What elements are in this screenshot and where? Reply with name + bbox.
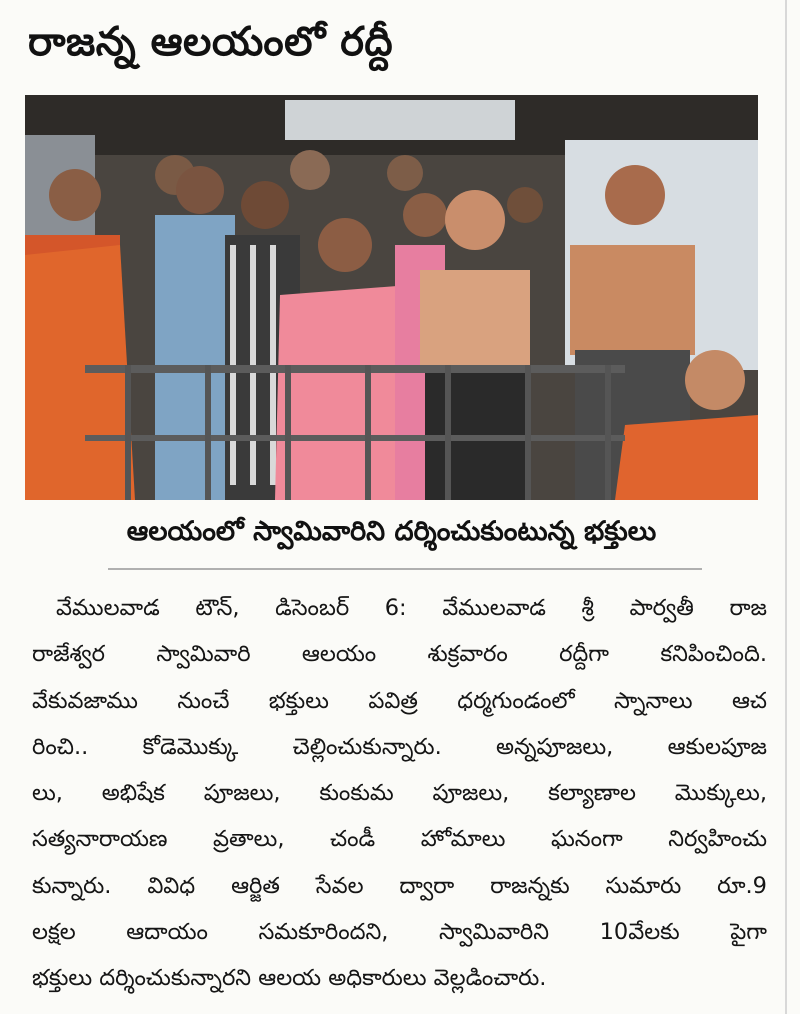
article-line: భక్తులు దర్శించుకున్నారని ఆలయ అధికారులు వెల్లడించారు. <box>32 965 547 992</box>
column-divider <box>785 0 787 1014</box>
devotees-photo-illustration <box>25 95 758 500</box>
article-line: సత్యనారాయణ వ్రతాలు, చండీ హోమాలు ఘనంగా నిర్వహించు <box>32 826 767 853</box>
article-line: లు, అభిషేక పూజలు, కుంకుమ పూజలు, కల్యాణాల మొక్కులు, <box>32 780 767 807</box>
article-line: వేకువజాము నుంచే భక్తులు పవిత్ర ధర్మగుండంలో స్నానాలు ఆచ <box>32 687 767 714</box>
article-line: రాజేశ్వర స్వామివారి ఆలయం శుక్రవారం రద్దీగా కనిపించింది. <box>32 641 767 668</box>
article-line: వేములవాడ టౌన్, డిసెంబర్ 6: వేములవాడ శ్రీ పార్వతీ రాజ <box>56 595 767 621</box>
article-line: రించి.. కోడెమొక్కు చెల్లించుకున్నారు. అన్నపూజలు, ఆకులపూజ <box>32 733 767 760</box>
article-line: లక్షల ఆదాయం సమకూరిందని, స్వామివారిని 10వేలకు పైగా <box>32 919 767 946</box>
news-photo <box>25 95 758 500</box>
article-body <box>32 585 767 1002</box>
caption-underline <box>108 568 702 570</box>
headline: రాజన్న ఆలయంలో రద్దీ <box>28 19 394 65</box>
article-line: కున్నారు. వివిధ ఆర్జిత సేవల ద్వారా రాజన్నకు సుమారు రూ.9 <box>32 872 767 899</box>
photo-caption: ఆలయంలో స్వామివారిని దర్శించుకుంటున్న భక్తులు <box>126 516 657 547</box>
